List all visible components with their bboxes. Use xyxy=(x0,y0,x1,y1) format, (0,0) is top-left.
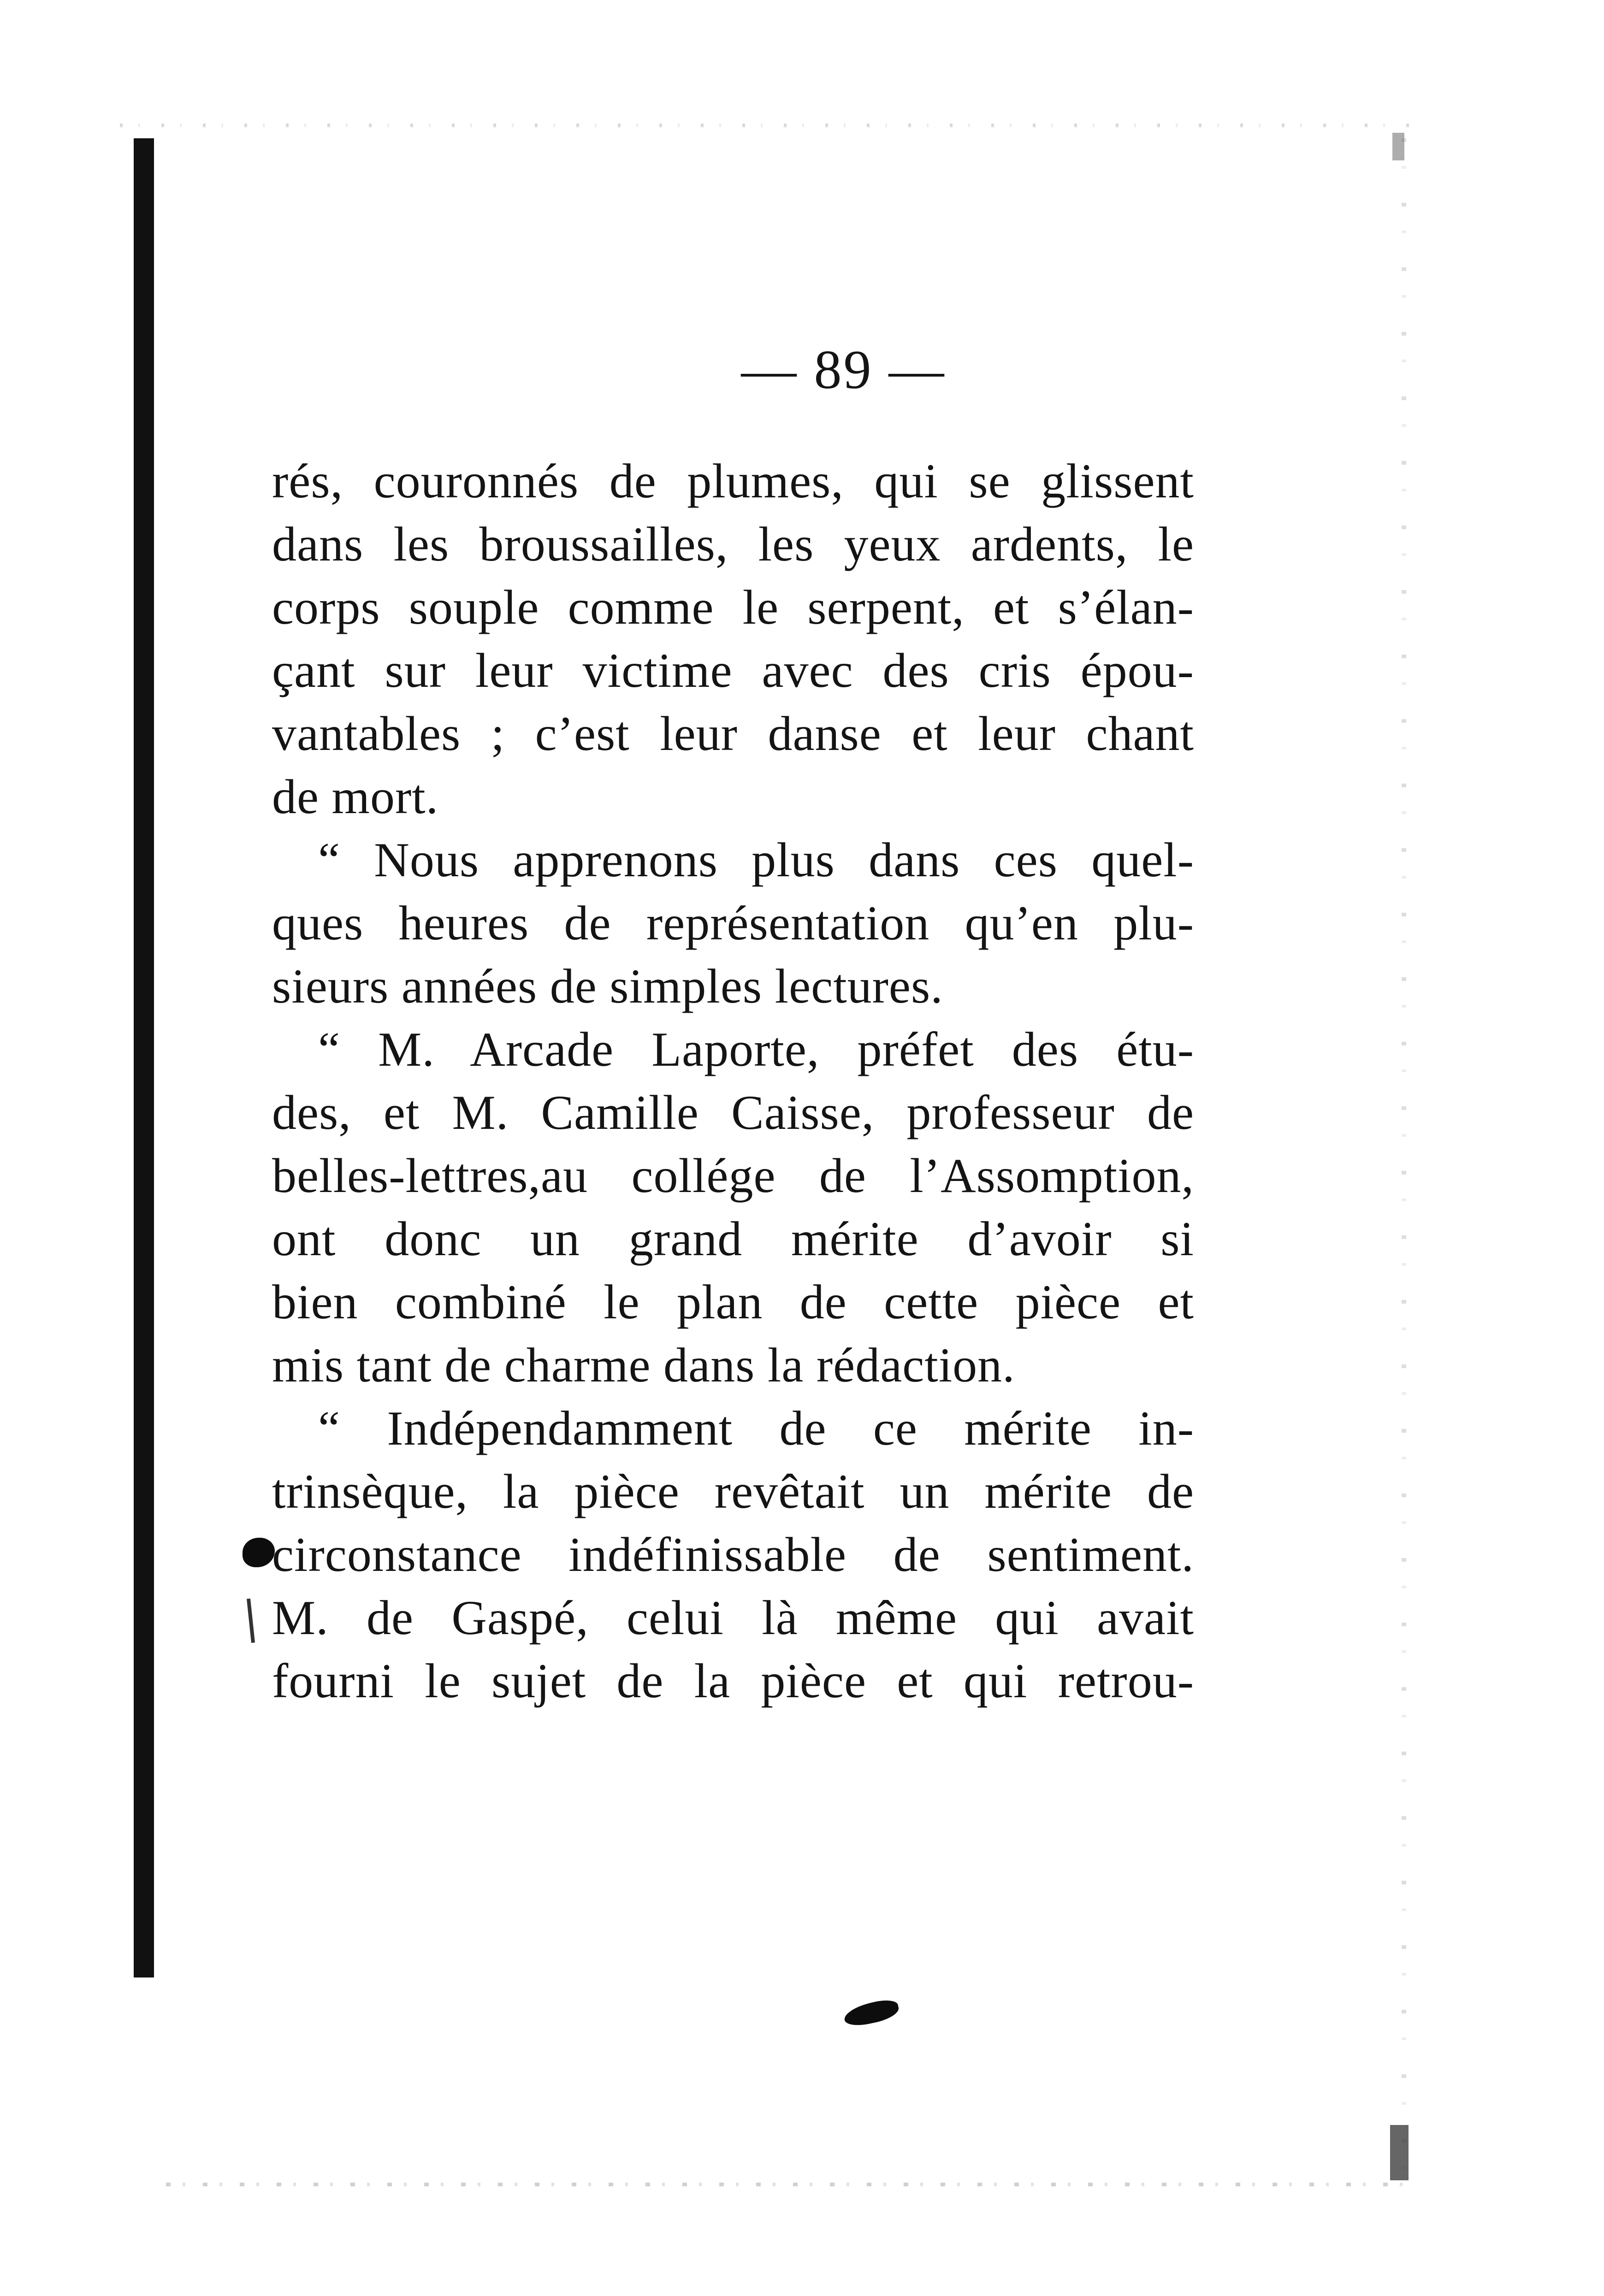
text-line: çant sur leur victime avec des cris épou- xyxy=(272,643,1194,697)
text-line: ont donc un grand mérite d’avoir si xyxy=(272,1212,1194,1266)
text-line: bien combiné le plan de cette pièce et xyxy=(272,1275,1194,1329)
text-line: rés, couronnés de plumes, qui se glissent xyxy=(272,454,1194,508)
text-line: mis tant de charme dans la rédaction. xyxy=(272,1338,1015,1392)
body-text xyxy=(272,449,1194,1712)
scan-noise-right xyxy=(1402,138,1406,2185)
scan-noise-bottom xyxy=(166,2183,1411,2186)
text-line: “ Indépendamment de ce mérite in- xyxy=(318,1401,1194,1455)
text-line: des, et M. Camille Caisse, professeur de xyxy=(272,1086,1194,1139)
margin-mark xyxy=(247,1599,255,1643)
text-line: sieurs années de simples lectures. xyxy=(272,959,943,1013)
text-line: de mort. xyxy=(272,770,439,824)
ink-mark-bottom xyxy=(842,1997,901,2029)
text-line: “ M. Arcade Laporte, préfet des étu- xyxy=(318,1022,1194,1076)
text-line: “ Nous apprenons plus dans ces quel- xyxy=(318,833,1194,887)
text-line: circonstance indéfinissable de sentiment. xyxy=(272,1528,1194,1582)
text-line: belles-lettres,au collége de l’Assomption, xyxy=(272,1149,1194,1203)
page-number: — 89 — xyxy=(741,339,946,400)
scan-noise-top xyxy=(120,124,1411,127)
text-line: vantables ; c’est leur danse et leur chant xyxy=(272,707,1194,761)
binding-edge xyxy=(134,138,154,1977)
text-line: fourni le sujet de la pièce et qui retrou- xyxy=(272,1654,1194,1708)
text-line: trinsèque, la pièce revêtait un mérite de xyxy=(272,1464,1194,1518)
text-line: corps souple comme le serpent, et s’élan- xyxy=(272,580,1194,634)
corner-smudge-top-right xyxy=(1392,133,1404,160)
ink-blot xyxy=(243,1538,275,1567)
text-line: ques heures de représentation qu’en plu- xyxy=(272,896,1194,950)
text-line: M. de Gaspé, celui là même qui avait xyxy=(272,1591,1194,1645)
text-line: dans les broussailles, les yeux ardents, le xyxy=(272,517,1194,571)
corner-smudge-bottom-right xyxy=(1390,2125,1409,2180)
